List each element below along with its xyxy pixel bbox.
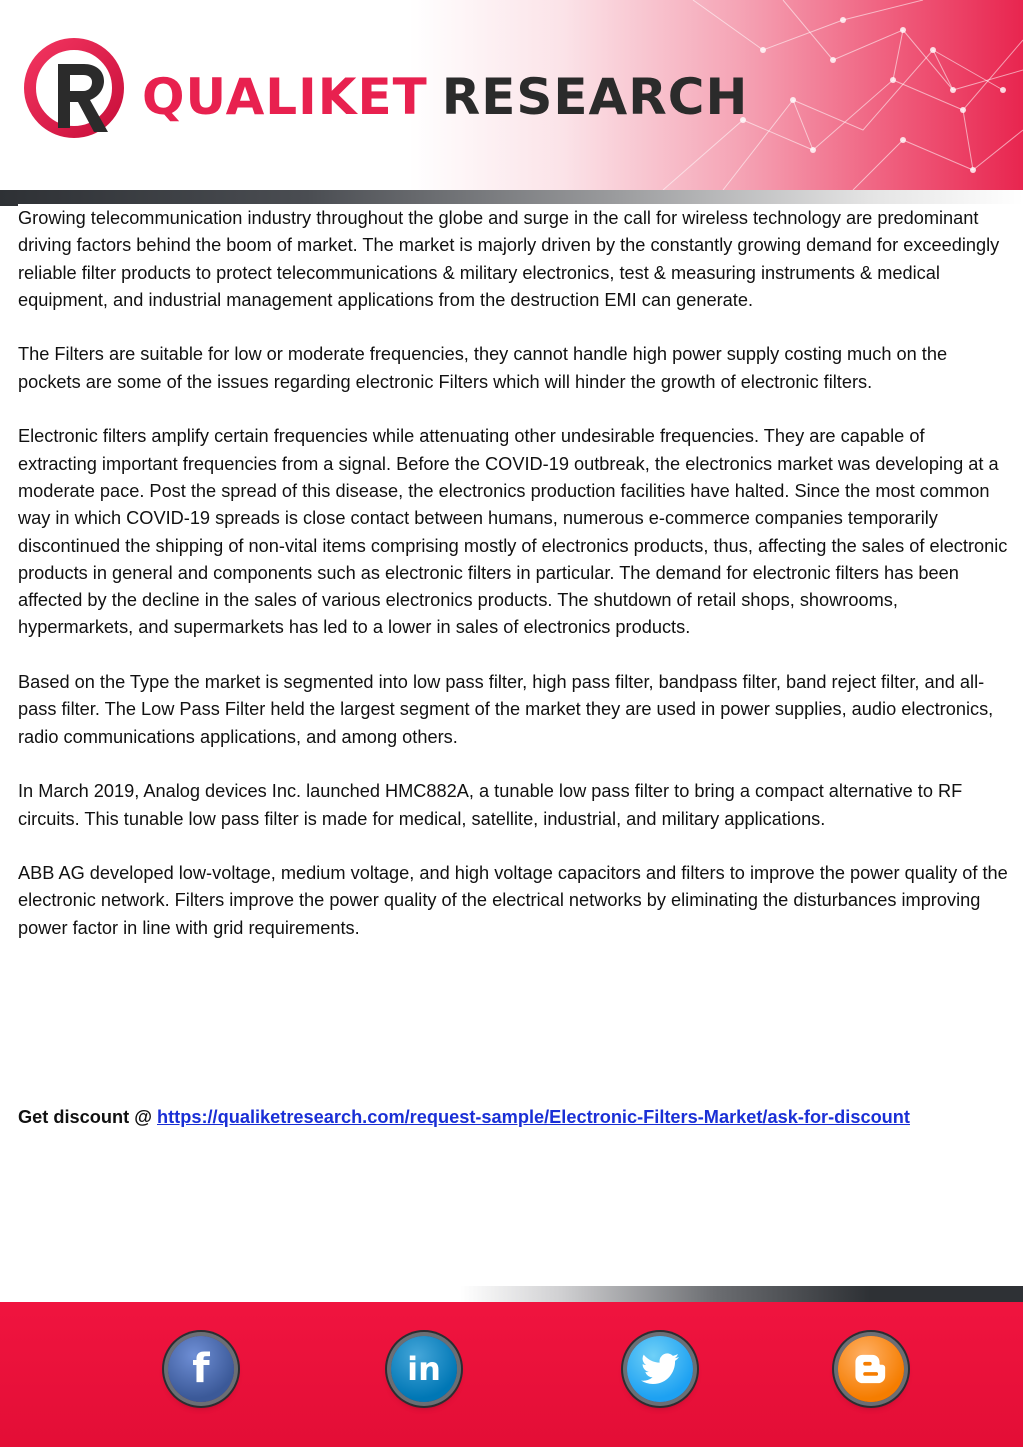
blogger-b-shape (854, 1352, 888, 1386)
article-body (18, 205, 1008, 969)
brand-wordmark (142, 62, 748, 132)
paragraph-5: In March 2019, Analog devices Inc. launched HMC882A, a tunable low pass filter to bring a compact alternative to RF circuits. This tunable low pass filter is made for medical, satellite, industrial, and military applications. (18, 781, 963, 829)
discount-label: Get discount @ (18, 1107, 157, 1127)
paragraph-3: Electronic filters amplify certain frequencies while attenuating other undesirable frequencies. They are capable of extracting important frequencies from a signal. Before the COVID-19 outbreak, the electronics market was developing at a moderate pace. Post the spread of this disease, the electronics production facilities have halted. Since the most common way in which COVID-19 spreads is close contact between humans, numerous e-commerce companies temporarily discontinued the shipping of non-vital items comprising mostly of electronics products, thus, affecting the sales of electronic products in general and components such as electronic filters in particular. The demand for electronic filters has been affected by the decline in the sales of various electronics products. The shutdown of retail shops, showrooms, hypermarkets, and supermarkets has led to a lower in sales of electronics products. (18, 426, 1008, 638)
paragraph-2: The Filters are suitable for low or moderate frequencies, they cannot handle high power supply costing much on the pockets are some of the issues regarding electronic Filters which will hinder the growth of electronic filters. (18, 344, 948, 392)
facebook-icon[interactable] (168, 1336, 234, 1402)
discount-cta (18, 1104, 1018, 1131)
footer-divider (0, 1286, 1023, 1302)
discount-link[interactable]: https://qualiketresearch.com/request-sample/Electronic-Filters-Market/ask-for-discount (157, 1107, 910, 1127)
facebook-glyph: f (192, 1346, 210, 1392)
page-footer (0, 1302, 1023, 1447)
header-divider (0, 190, 1023, 204)
paragraph-1: Growing telecommunication industry throughout the globe and surge in the call for wireless technology are predominant driving factors behind the boom of market. The market is majorly driven by the constantly growing demand for exceedingly reliable filter products to protect telecommunications & military electronics, test & measuring instruments & medical equipment, and industrial management applications from the destruction EMI can generate. (18, 208, 1000, 310)
paragraph-6: ABB AG developed low-voltage, medium voltage, and high voltage capacitors and filters to improve the power quality of the electronic network. Filters improve the power quality of the electrical networks by eliminating the disturbances improving power factor in line with grid requirements. (18, 863, 1008, 938)
brand-secondary: RESEARCH (441, 68, 749, 126)
brand-primary: QUALIKET (142, 68, 428, 126)
linkedin-icon[interactable] (391, 1336, 457, 1402)
linkedin-glyph: in (407, 1350, 441, 1388)
blogger-icon[interactable] (838, 1336, 904, 1402)
paragraph-4: Based on the Type the market is segmented into low pass filter, high pass filter, bandpass filter, band reject filter, and all-pass filter. The Low Pass Filter held the largest segment of the market they are used in power supplies, audio electronics, radio communications applications, and among others. (18, 672, 994, 747)
twitter-bird-shape (641, 1353, 679, 1385)
twitter-icon[interactable] (627, 1336, 693, 1402)
page-header (0, 0, 1023, 190)
qr-logo-icon (22, 36, 132, 146)
